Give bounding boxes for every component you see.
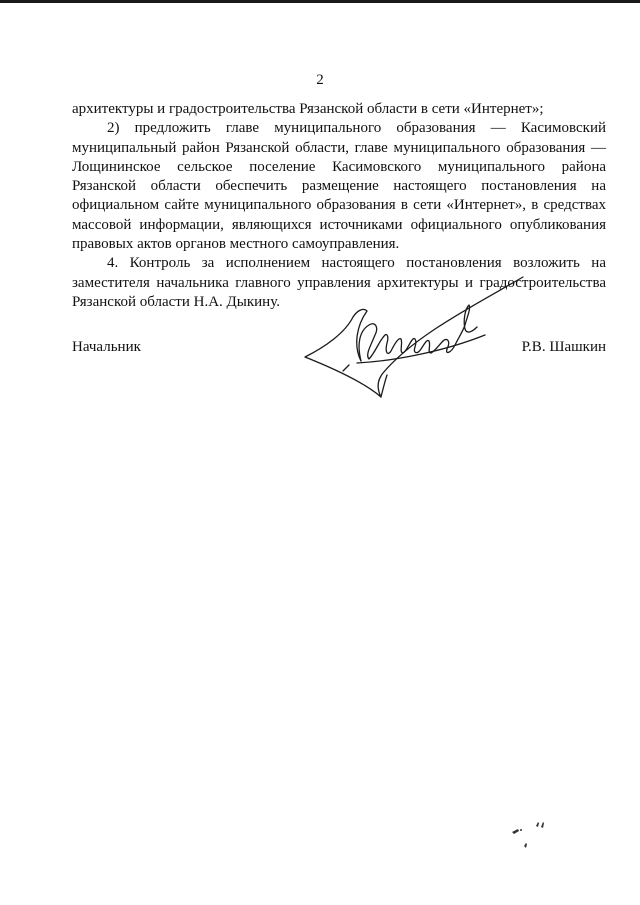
- page-number: 2: [316, 72, 324, 88]
- paragraph-item-4: 4. Контроль за исполнением настоящего постановления возложить на заместителя начальника главного управления архитектуры и градостроительства Рязанской области Н.А. Дыкину.: [72, 255, 606, 310]
- scan-specks: [508, 820, 558, 860]
- top-border-line: [0, 0, 640, 3]
- signatory-name: Р.В. Шашкин: [521, 339, 606, 355]
- paragraph-continuation: архитектуры и градостроительства Рязанской области в сети «Интернет»;: [72, 101, 544, 117]
- signatory-position: Начальник: [72, 339, 141, 355]
- handwritten-signature: [295, 265, 535, 410]
- paragraph-item-2: 2) предложить главе муниципального образования — Касимовский муниципальный район Рязанской области, главе муниципального образования — Лощининское сельское поселение Касимовского муниципального района Рязанской области обеспечить размещение настоящего постановления на официальном сайте муниципального образования в сети «Интернет», в средствах массовой информации, являющихся источниками официального опубликования правовых актов органов местного самоуправления.: [72, 120, 606, 253]
